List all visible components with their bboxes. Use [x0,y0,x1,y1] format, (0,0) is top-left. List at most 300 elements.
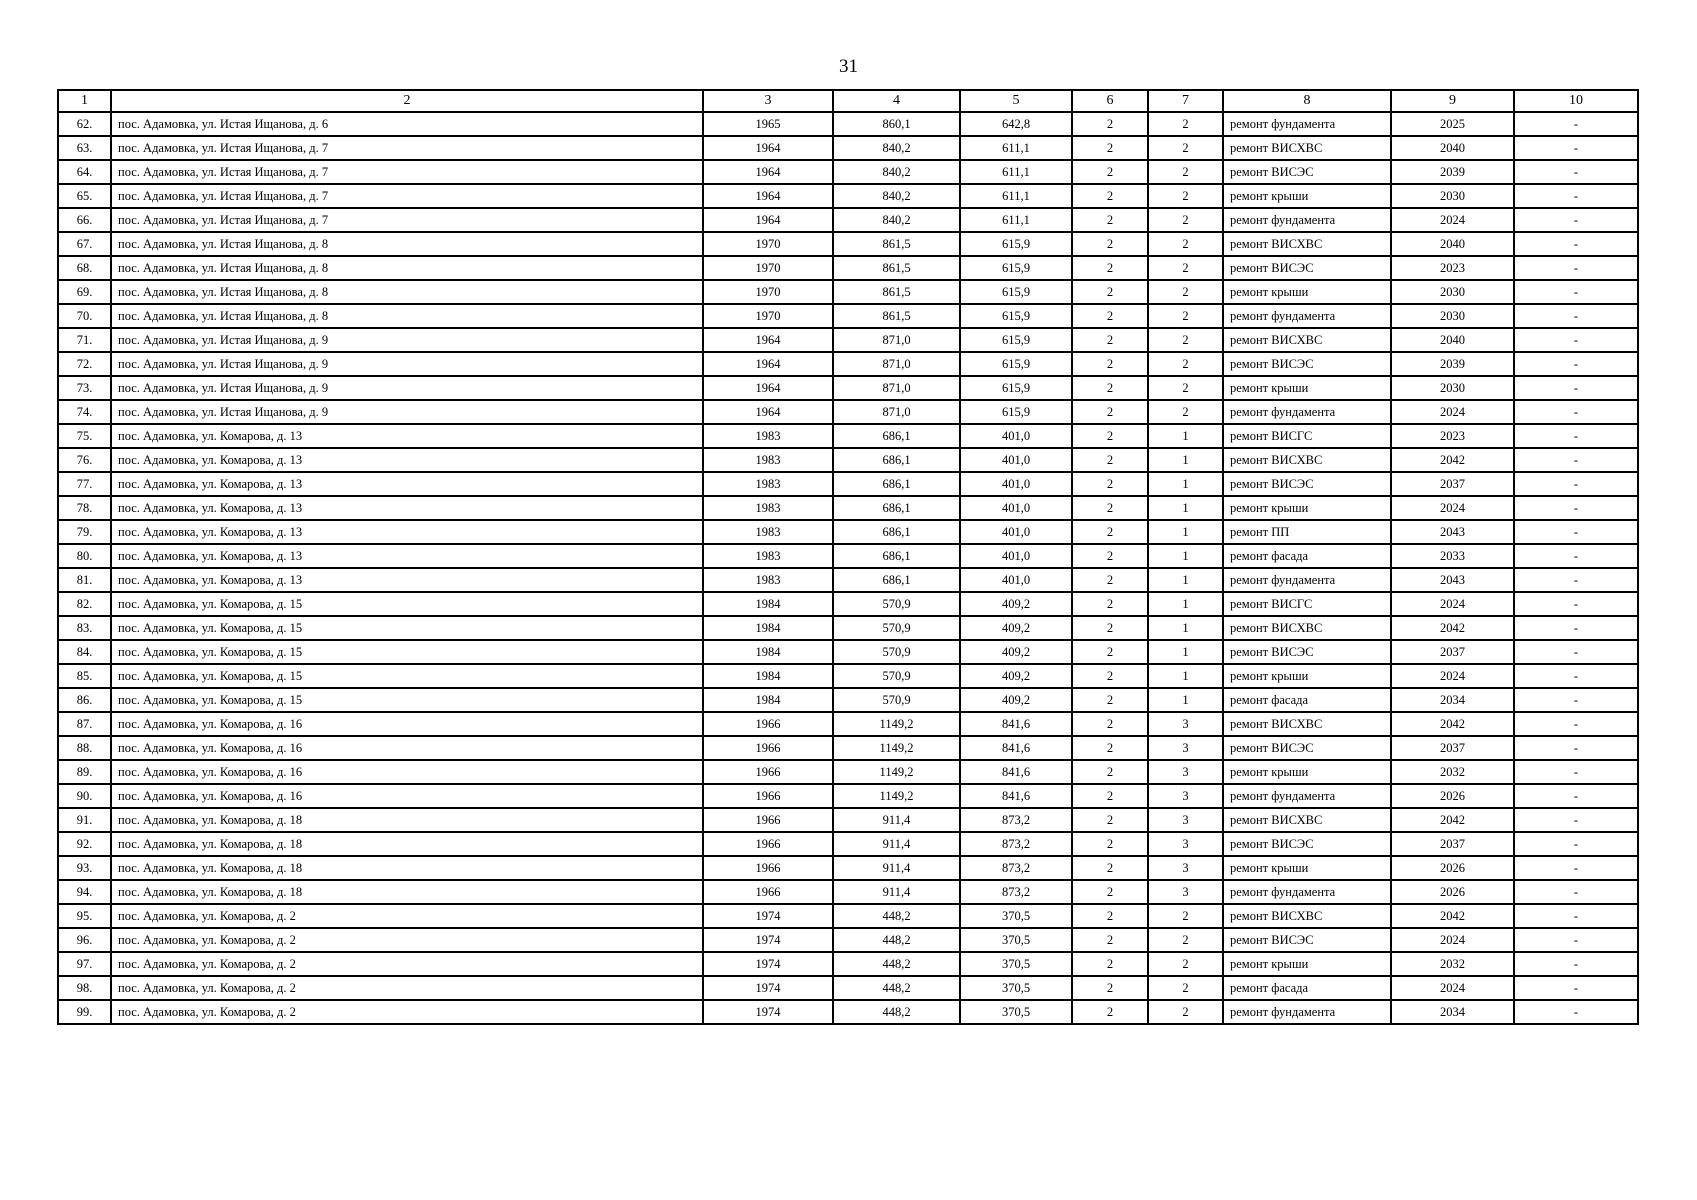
cell-address: пос. Адамовка, ул. Истая Ищанова, д. 7 [111,208,703,232]
cell-planned-year: 2037 [1391,832,1514,856]
cell-total-area: 861,5 [833,304,960,328]
cell-planned-year: 2024 [1391,928,1514,952]
cell-note: - [1514,1000,1638,1024]
cell-note: - [1514,736,1638,760]
cell-floors: 2 [1072,472,1148,496]
cell-entrances: 3 [1148,856,1223,880]
cell-total-area: 570,9 [833,592,960,616]
cell-work-type: ремонт ВИСХВС [1223,232,1391,256]
cell-total-area: 570,9 [833,640,960,664]
cell-row-number: 95. [58,904,111,928]
cell-living-area: 873,2 [960,856,1072,880]
cell-entrances: 2 [1148,208,1223,232]
cell-work-type: ремонт ВИСЭС [1223,472,1391,496]
cell-row-number: 91. [58,808,111,832]
cell-address: пос. Адамовка, ул. Комарова, д. 15 [111,616,703,640]
cell-work-type: ремонт фасада [1223,544,1391,568]
cell-work-type: ремонт ВИСГС [1223,592,1391,616]
cell-planned-year: 2037 [1391,640,1514,664]
cell-living-area: 401,0 [960,448,1072,472]
cell-total-area: 686,1 [833,496,960,520]
table-row [58,496,1638,520]
cell-address: пос. Адамовка, ул. Комарова, д. 16 [111,712,703,736]
cell-address: пос. Адамовка, ул. Комарова, д. 13 [111,448,703,472]
cell-row-number: 98. [58,976,111,1000]
cell-planned-year: 2032 [1391,760,1514,784]
cell-note: - [1514,280,1638,304]
cell-floors: 2 [1072,880,1148,904]
table-row [58,808,1638,832]
cell-total-area: 448,2 [833,1000,960,1024]
cell-entrances: 1 [1148,664,1223,688]
cell-address: пос. Адамовка, ул. Комарова, д. 16 [111,736,703,760]
cell-entrances: 3 [1148,760,1223,784]
cell-floors: 2 [1072,808,1148,832]
cell-build-year: 1984 [703,688,833,712]
cell-build-year: 1983 [703,520,833,544]
table-row [58,568,1638,592]
cell-work-type: ремонт фасада [1223,688,1391,712]
table-row [58,256,1638,280]
cell-build-year: 1964 [703,328,833,352]
cell-note: - [1514,712,1638,736]
cell-note: - [1514,208,1638,232]
column-header-5: 5 [960,90,1072,112]
cell-row-number: 77. [58,472,111,496]
cell-planned-year: 2039 [1391,352,1514,376]
table-row [58,520,1638,544]
cell-total-area: 686,1 [833,568,960,592]
cell-planned-year: 2042 [1391,712,1514,736]
cell-row-number: 80. [58,544,111,568]
cell-address: пос. Адамовка, ул. Истая Ищанова, д. 8 [111,304,703,328]
cell-row-number: 75. [58,424,111,448]
cell-build-year: 1970 [703,256,833,280]
cell-work-type: ремонт фундамента [1223,112,1391,136]
cell-address: пос. Адамовка, ул. Комарова, д. 16 [111,760,703,784]
cell-address: пос. Адамовка, ул. Комарова, д. 18 [111,808,703,832]
cell-build-year: 1983 [703,424,833,448]
table-row [58,448,1638,472]
cell-total-area: 911,4 [833,856,960,880]
cell-build-year: 1984 [703,640,833,664]
cell-planned-year: 2024 [1391,664,1514,688]
cell-living-area: 370,5 [960,904,1072,928]
cell-floors: 2 [1072,712,1148,736]
cell-entrances: 2 [1148,112,1223,136]
cell-living-area: 615,9 [960,232,1072,256]
table-row [58,784,1638,808]
cell-entrances: 2 [1148,280,1223,304]
table-row [58,904,1638,928]
cell-planned-year: 2033 [1391,544,1514,568]
cell-address: пос. Адамовка, ул. Комарова, д. 13 [111,496,703,520]
column-header-9: 9 [1391,90,1514,112]
cell-work-type: ремонт крыши [1223,376,1391,400]
table-body [58,112,1638,1024]
cell-planned-year: 2040 [1391,232,1514,256]
cell-build-year: 1970 [703,280,833,304]
cell-work-type: ремонт ВИСХВС [1223,328,1391,352]
cell-living-area: 873,2 [960,880,1072,904]
cell-work-type: ремонт ВИСЭС [1223,352,1391,376]
cell-entrances: 1 [1148,496,1223,520]
cell-planned-year: 2037 [1391,472,1514,496]
cell-total-area: 871,0 [833,328,960,352]
cell-entrances: 2 [1148,232,1223,256]
cell-build-year: 1974 [703,928,833,952]
cell-floors: 2 [1072,160,1148,184]
cell-floors: 2 [1072,424,1148,448]
cell-planned-year: 2026 [1391,784,1514,808]
cell-entrances: 1 [1148,520,1223,544]
cell-entrances: 1 [1148,640,1223,664]
table-row [58,280,1638,304]
cell-floors: 2 [1072,184,1148,208]
cell-planned-year: 2024 [1391,496,1514,520]
cell-note: - [1514,904,1638,928]
column-header-2: 2 [111,90,703,112]
cell-note: - [1514,520,1638,544]
cell-address: пос. Адамовка, ул. Комарова, д. 18 [111,832,703,856]
cell-total-area: 686,1 [833,472,960,496]
header-row [58,90,1638,112]
cell-entrances: 3 [1148,880,1223,904]
cell-row-number: 76. [58,448,111,472]
cell-total-area: 911,4 [833,832,960,856]
cell-row-number: 87. [58,712,111,736]
cell-total-area: 1149,2 [833,712,960,736]
cell-build-year: 1964 [703,352,833,376]
table-row [58,976,1638,1000]
cell-build-year: 1964 [703,376,833,400]
cell-entrances: 2 [1148,952,1223,976]
cell-floors: 2 [1072,376,1148,400]
cell-build-year: 1974 [703,976,833,1000]
table-row [58,616,1638,640]
cell-address: пос. Адамовка, ул. Истая Ищанова, д. 9 [111,400,703,424]
cell-work-type: ремонт ВИСЭС [1223,928,1391,952]
cell-total-area: 871,0 [833,376,960,400]
cell-build-year: 1974 [703,1000,833,1024]
cell-work-type: ремонт крыши [1223,664,1391,688]
column-header-6: 6 [1072,90,1148,112]
cell-living-area: 401,0 [960,424,1072,448]
cell-floors: 2 [1072,448,1148,472]
table-row [58,592,1638,616]
cell-row-number: 64. [58,160,111,184]
cell-build-year: 1984 [703,616,833,640]
cell-note: - [1514,952,1638,976]
cell-floors: 2 [1072,352,1148,376]
cell-total-area: 911,4 [833,880,960,904]
table-row [58,160,1638,184]
cell-living-area: 615,9 [960,352,1072,376]
cell-build-year: 1983 [703,472,833,496]
cell-total-area: 871,0 [833,352,960,376]
table-row [58,832,1638,856]
cell-work-type: ремонт ВИСХВС [1223,712,1391,736]
cell-living-area: 611,1 [960,160,1072,184]
cell-address: пос. Адамовка, ул. Комарова, д. 13 [111,472,703,496]
cell-entrances: 2 [1148,136,1223,160]
cell-total-area: 448,2 [833,928,960,952]
cell-work-type: ремонт крыши [1223,496,1391,520]
cell-living-area: 615,9 [960,280,1072,304]
cell-work-type: ремонт ВИСЭС [1223,832,1391,856]
cell-entrances: 1 [1148,472,1223,496]
table-row [58,232,1638,256]
cell-row-number: 62. [58,112,111,136]
cell-entrances: 2 [1148,400,1223,424]
cell-note: - [1514,496,1638,520]
cell-address: пос. Адамовка, ул. Комарова, д. 2 [111,904,703,928]
cell-work-type: ремонт фундамента [1223,880,1391,904]
cell-floors: 2 [1072,784,1148,808]
table-row [58,208,1638,232]
cell-total-area: 686,1 [833,544,960,568]
cell-note: - [1514,688,1638,712]
cell-planned-year: 2039 [1391,160,1514,184]
cell-floors: 2 [1072,112,1148,136]
cell-address: пос. Адамовка, ул. Истая Ищанова, д. 6 [111,112,703,136]
cell-work-type: ремонт ВИСЭС [1223,256,1391,280]
cell-note: - [1514,832,1638,856]
cell-address: пос. Адамовка, ул. Комарова, д. 15 [111,688,703,712]
cell-entrances: 2 [1148,976,1223,1000]
cell-total-area: 911,4 [833,808,960,832]
cell-build-year: 1984 [703,592,833,616]
cell-note: - [1514,136,1638,160]
cell-floors: 2 [1072,568,1148,592]
cell-work-type: ремонт фундамента [1223,568,1391,592]
cell-floors: 2 [1072,760,1148,784]
cell-note: - [1514,400,1638,424]
cell-planned-year: 2032 [1391,952,1514,976]
cell-row-number: 66. [58,208,111,232]
cell-work-type: ремонт ВИСЭС [1223,736,1391,760]
cell-note: - [1514,760,1638,784]
cell-entrances: 2 [1148,928,1223,952]
cell-build-year: 1983 [703,544,833,568]
cell-build-year: 1966 [703,760,833,784]
cell-floors: 2 [1072,856,1148,880]
cell-entrances: 1 [1148,688,1223,712]
table-row [58,376,1638,400]
cell-work-type: ремонт фундамента [1223,784,1391,808]
cell-total-area: 686,1 [833,520,960,544]
cell-entrances: 3 [1148,784,1223,808]
cell-row-number: 69. [58,280,111,304]
table-row [58,1000,1638,1024]
cell-planned-year: 2024 [1391,592,1514,616]
cell-planned-year: 2024 [1391,976,1514,1000]
cell-address: пос. Адамовка, ул. Комарова, д. 2 [111,952,703,976]
cell-address: пос. Адамовка, ул. Комарова, д. 15 [111,640,703,664]
cell-work-type: ремонт ВИСГС [1223,424,1391,448]
cell-entrances: 1 [1148,616,1223,640]
cell-work-type: ремонт крыши [1223,280,1391,304]
cell-build-year: 1966 [703,736,833,760]
cell-row-number: 90. [58,784,111,808]
cell-entrances: 2 [1148,352,1223,376]
cell-living-area: 409,2 [960,616,1072,640]
cell-address: пос. Адамовка, ул. Истая Ищанова, д. 7 [111,136,703,160]
cell-work-type: ремонт ВИСХВС [1223,616,1391,640]
table-row [58,184,1638,208]
cell-living-area: 615,9 [960,400,1072,424]
cell-row-number: 89. [58,760,111,784]
cell-work-type: ремонт ВИСХВС [1223,136,1391,160]
cell-entrances: 2 [1148,1000,1223,1024]
cell-entrances: 1 [1148,424,1223,448]
cell-address: пос. Адамовка, ул. Комарова, д. 13 [111,544,703,568]
cell-work-type: ремонт ВИСХВС [1223,904,1391,928]
cell-total-area: 840,2 [833,184,960,208]
cell-floors: 2 [1072,208,1148,232]
cell-note: - [1514,376,1638,400]
cell-floors: 2 [1072,832,1148,856]
cell-living-area: 370,5 [960,928,1072,952]
cell-total-area: 1149,2 [833,760,960,784]
cell-floors: 2 [1072,544,1148,568]
table-row [58,736,1638,760]
cell-total-area: 448,2 [833,904,960,928]
cell-total-area: 448,2 [833,952,960,976]
cell-living-area: 611,1 [960,136,1072,160]
cell-address: пос. Адамовка, ул. Истая Ищанова, д. 7 [111,160,703,184]
cell-planned-year: 2023 [1391,424,1514,448]
cell-floors: 2 [1072,400,1148,424]
cell-entrances: 2 [1148,904,1223,928]
cell-living-area: 409,2 [960,688,1072,712]
cell-build-year: 1966 [703,856,833,880]
cell-total-area: 840,2 [833,160,960,184]
cell-row-number: 73. [58,376,111,400]
cell-total-area: 840,2 [833,208,960,232]
table-row [58,472,1638,496]
cell-entrances: 1 [1148,448,1223,472]
cell-entrances: 2 [1148,376,1223,400]
cell-entrances: 2 [1148,328,1223,352]
cell-note: - [1514,664,1638,688]
cell-planned-year: 2030 [1391,304,1514,328]
cell-note: - [1514,352,1638,376]
cell-total-area: 448,2 [833,976,960,1000]
cell-work-type: ремонт ВИСЭС [1223,160,1391,184]
cell-note: - [1514,184,1638,208]
column-header-3: 3 [703,90,833,112]
cell-entrances: 3 [1148,832,1223,856]
cell-floors: 2 [1072,904,1148,928]
cell-work-type: ремонт фундамента [1223,208,1391,232]
cell-address: пос. Адамовка, ул. Истая Ищанова, д. 9 [111,328,703,352]
cell-address: пос. Адамовка, ул. Комарова, д. 15 [111,664,703,688]
cell-entrances: 2 [1148,256,1223,280]
cell-entrances: 1 [1148,544,1223,568]
cell-floors: 2 [1072,304,1148,328]
cell-total-area: 871,0 [833,400,960,424]
cell-living-area: 841,6 [960,760,1072,784]
cell-living-area: 409,2 [960,592,1072,616]
cell-total-area: 860,1 [833,112,960,136]
cell-note: - [1514,304,1638,328]
cell-note: - [1514,544,1638,568]
cell-floors: 2 [1072,640,1148,664]
cell-note: - [1514,640,1638,664]
cell-floors: 2 [1072,232,1148,256]
cell-living-area: 841,6 [960,784,1072,808]
cell-planned-year: 2030 [1391,280,1514,304]
cell-work-type: ремонт ВИСХВС [1223,808,1391,832]
cell-total-area: 861,5 [833,232,960,256]
cell-total-area: 686,1 [833,448,960,472]
cell-entrances: 2 [1148,304,1223,328]
cell-row-number: 85. [58,664,111,688]
cell-floors: 2 [1072,592,1148,616]
cell-row-number: 92. [58,832,111,856]
cell-work-type: ремонт крыши [1223,952,1391,976]
cell-planned-year: 2037 [1391,736,1514,760]
cell-note: - [1514,256,1638,280]
cell-note: - [1514,808,1638,832]
cell-living-area: 370,5 [960,976,1072,1000]
cell-note: - [1514,592,1638,616]
cell-entrances: 1 [1148,592,1223,616]
cell-floors: 2 [1072,256,1148,280]
table-row [58,112,1638,136]
cell-note: - [1514,928,1638,952]
cell-address: пос. Адамовка, ул. Комарова, д. 18 [111,856,703,880]
cell-address: пос. Адамовка, ул. Комарова, д. 2 [111,976,703,1000]
cell-note: - [1514,568,1638,592]
cell-note: - [1514,472,1638,496]
column-header-1: 1 [58,90,111,112]
cell-address: пос. Адамовка, ул. Комарова, д. 13 [111,424,703,448]
cell-note: - [1514,232,1638,256]
cell-build-year: 1964 [703,208,833,232]
cell-planned-year: 2025 [1391,112,1514,136]
cell-work-type: ремонт крыши [1223,760,1391,784]
cell-address: пос. Адамовка, ул. Комарова, д. 16 [111,784,703,808]
cell-build-year: 1964 [703,184,833,208]
column-header-10: 10 [1514,90,1638,112]
cell-address: пос. Адамовка, ул. Истая Ищанова, д. 9 [111,376,703,400]
cell-row-number: 65. [58,184,111,208]
cell-planned-year: 2040 [1391,136,1514,160]
cell-row-number: 81. [58,568,111,592]
cell-build-year: 1983 [703,496,833,520]
cell-planned-year: 2043 [1391,520,1514,544]
table-row [58,328,1638,352]
cell-row-number: 88. [58,736,111,760]
cell-living-area: 873,2 [960,808,1072,832]
cell-planned-year: 2034 [1391,1000,1514,1024]
cell-row-number: 78. [58,496,111,520]
cell-work-type: ремонт фасада [1223,976,1391,1000]
cell-row-number: 84. [58,640,111,664]
cell-row-number: 72. [58,352,111,376]
cell-total-area: 1149,2 [833,736,960,760]
cell-floors: 2 [1072,328,1148,352]
cell-floors: 2 [1072,976,1148,1000]
cell-row-number: 63. [58,136,111,160]
cell-build-year: 1984 [703,664,833,688]
cell-planned-year: 2030 [1391,184,1514,208]
cell-row-number: 94. [58,880,111,904]
cell-row-number: 99. [58,1000,111,1024]
cell-row-number: 79. [58,520,111,544]
